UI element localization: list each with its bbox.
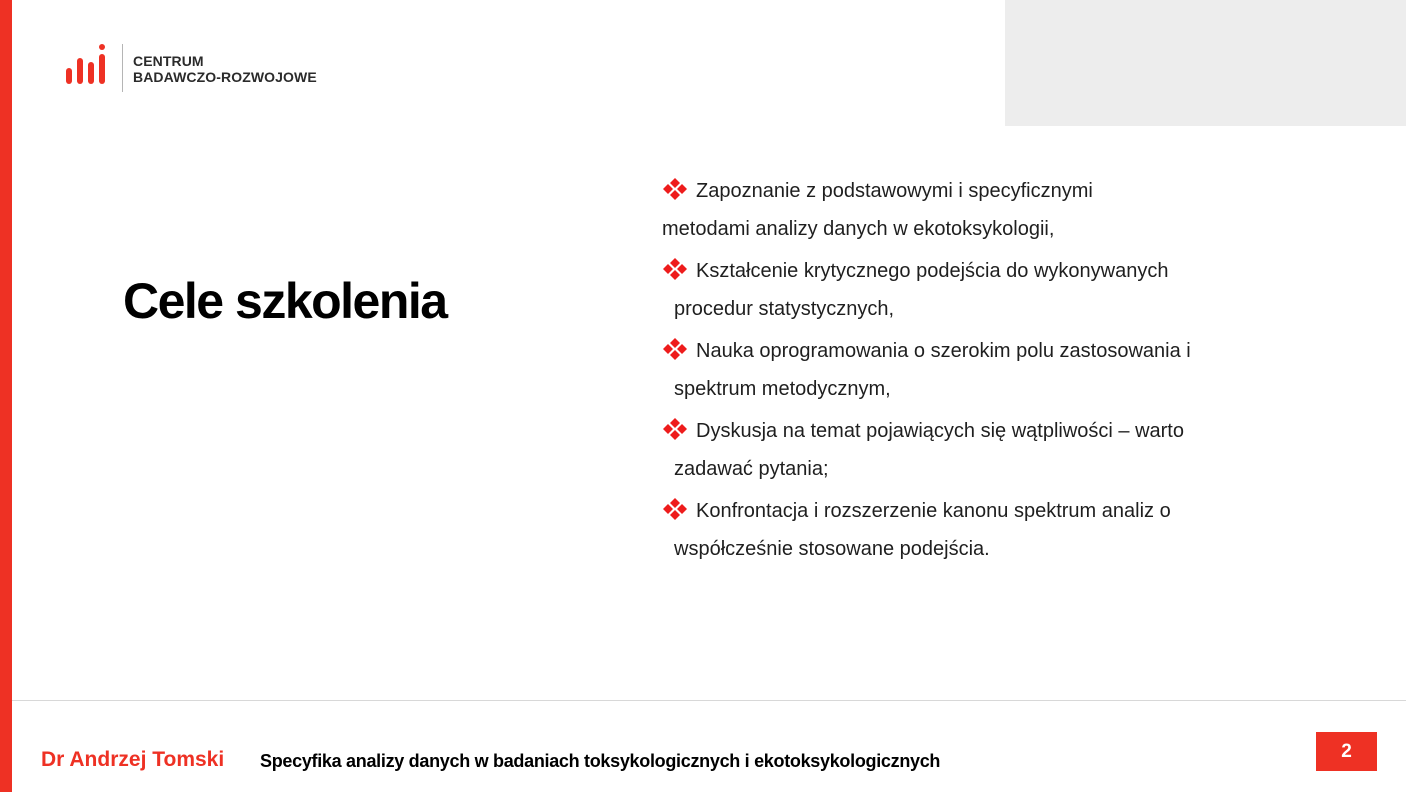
page-number-badge: 2	[1316, 732, 1377, 771]
four-diamond-bullet-icon	[662, 338, 688, 360]
four-diamond-bullet-icon	[662, 418, 688, 440]
goal-line-2: procedur statystycznych,	[674, 298, 895, 320]
goal-line-1: Dyskusja na temat pojawiących się wątpliwości – warto	[696, 420, 1184, 442]
logo	[66, 44, 317, 92]
goal-line-1: Zapoznanie z podstawowymi i specyficznymi	[696, 180, 1093, 202]
four-diamond-bullet-icon	[662, 258, 688, 280]
corner-panel	[1005, 0, 1406, 126]
logo-divider	[122, 44, 123, 92]
goal-item	[662, 492, 1262, 572]
goal-line-1: Kształcenie krytycznego podejścia do wykonywanych	[696, 260, 1169, 282]
goal-line-2: spektrum metodycznym,	[674, 378, 891, 400]
goal-line-1: Nauka oprogramowania o szerokim polu zastosowania i	[696, 340, 1191, 362]
four-diamond-bullet-icon	[662, 178, 688, 200]
goal-item	[662, 172, 1262, 252]
goal-item	[662, 252, 1262, 332]
accent-side-bar	[0, 0, 12, 792]
footer-course-title: Specyfika analizy danych w badaniach toksykologicznych i ekotoksykologicznych	[260, 751, 941, 771]
goal-item	[662, 412, 1262, 492]
goal-line-1: Konfrontacja i rozszerzenie kanonu spektrum analiz o	[696, 500, 1171, 522]
logo-line-1: CENTRUM	[133, 53, 204, 69]
goal-line-2: współcześnie stosowane podejścia.	[674, 538, 990, 560]
footer-divider	[12, 700, 1406, 701]
logo-text	[133, 53, 317, 85]
footer-author: Dr Andrzej Tomski	[41, 748, 225, 771]
goals-list	[662, 172, 1262, 572]
slide-title: Cele szkolenia	[123, 273, 447, 329]
goal-line-2: metodami analizy danych w ekotoksykologii,	[662, 218, 1055, 240]
logo-line-2: BADAWCZO-ROZWOJOWE	[133, 69, 317, 85]
goal-item	[662, 332, 1262, 412]
four-diamond-bullet-icon	[662, 498, 688, 520]
goal-line-2: zadawać pytania;	[674, 458, 829, 480]
bar-chart-logo-icon	[66, 44, 106, 88]
